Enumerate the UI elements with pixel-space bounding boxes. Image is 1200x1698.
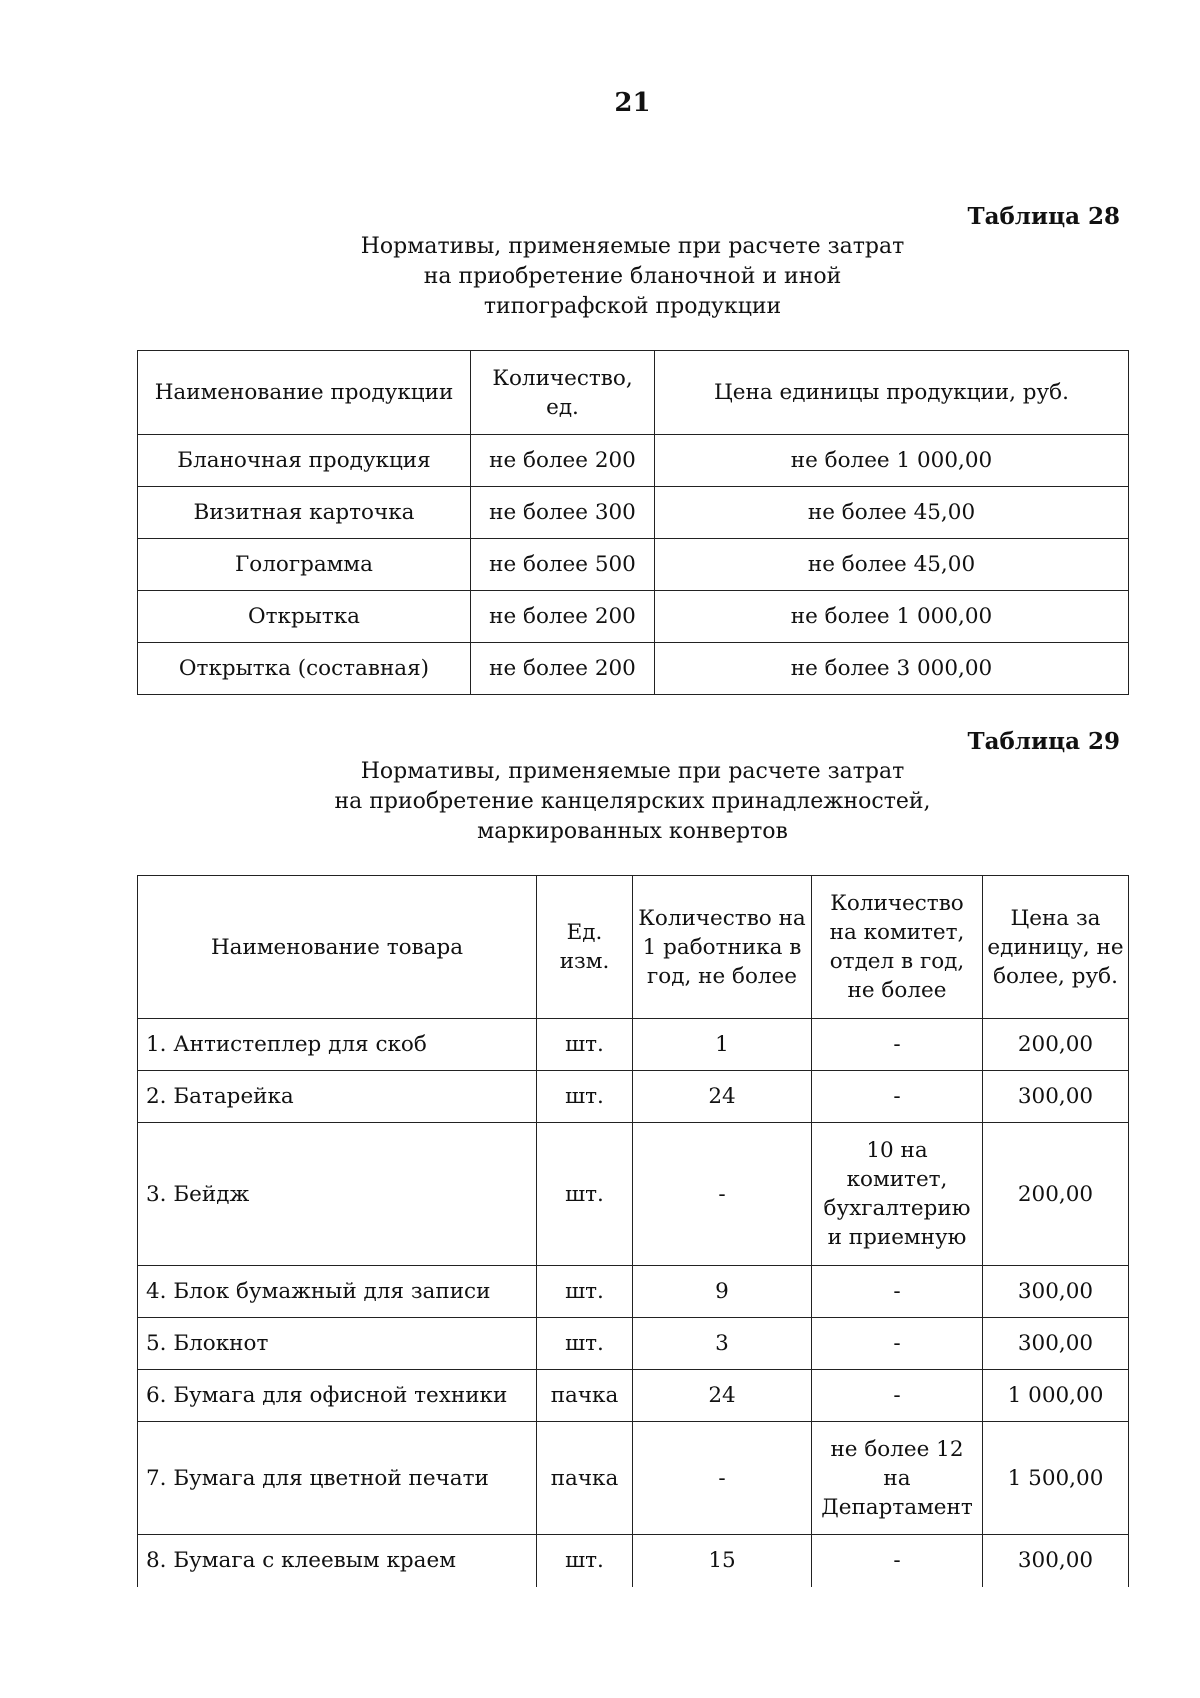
table-row [138, 591, 1129, 643]
cell-qty-per-department: - [812, 1535, 983, 1587]
cell-price: не более 45,00 [655, 487, 1129, 539]
table-row [138, 539, 1129, 591]
table-row [138, 1266, 1129, 1318]
cell-price: 200,00 [983, 1123, 1129, 1266]
table-28 [137, 350, 1129, 695]
cell-name: Голограмма [138, 539, 471, 591]
table-29-caption-line: Нормативы, применяемые при расчете затрат [360, 759, 905, 784]
table-row [138, 487, 1129, 539]
table-row [138, 1370, 1129, 1422]
cell-price: 300,00 [983, 1318, 1129, 1370]
header-item-name: Наименование товара [138, 876, 537, 1019]
cell-quantity: не более 200 [471, 435, 655, 487]
page-number: 21 [614, 88, 651, 118]
cell-qty-per-worker: 1 [633, 1019, 812, 1071]
cell-quantity: не более 200 [471, 591, 655, 643]
cell-quantity: не более 500 [471, 539, 655, 591]
table-row [138, 1019, 1129, 1071]
header-qty-per-worker: Количество на 1 работника в год, не более [633, 876, 812, 1019]
cell-qty-per-department: 10 на комитет, бухгалтерию и приемную [812, 1123, 983, 1266]
cell-price: 200,00 [983, 1019, 1129, 1071]
cell-price: 300,00 [983, 1266, 1129, 1318]
cell-name: Визитная карточка [138, 487, 471, 539]
cell-quantity: не более 200 [471, 643, 655, 695]
cell-price: 1 500,00 [983, 1422, 1129, 1535]
table-row [138, 1318, 1129, 1370]
header-unit-price: Цена единицы продукции, руб. [655, 351, 1129, 435]
header-unit: Ед. изм. [537, 876, 633, 1019]
cell-unit: шт. [537, 1535, 633, 1587]
cell-name: Открытка (составная) [138, 643, 471, 695]
cell-qty-per-department: - [812, 1266, 983, 1318]
cell-name: 2. Батарейка [138, 1071, 537, 1123]
cell-qty-per-department: - [812, 1019, 983, 1071]
cell-qty-per-department: не более 12 на Департамент [812, 1422, 983, 1535]
cell-unit: шт. [537, 1266, 633, 1318]
cell-unit: пачка [537, 1422, 633, 1535]
cell-qty-per-worker: 9 [633, 1266, 812, 1318]
cell-quantity: не более 300 [471, 487, 655, 539]
cell-price: 1 000,00 [983, 1370, 1129, 1422]
cell-qty-per-worker: 15 [633, 1535, 812, 1587]
cell-name: 3. Бейдж [138, 1123, 537, 1266]
cell-name: 1. Антистеплер для скоб [138, 1019, 537, 1071]
table-row [138, 1422, 1129, 1535]
table-header-row [138, 876, 1129, 1019]
cell-unit: пачка [537, 1370, 633, 1422]
table-row [138, 1071, 1129, 1123]
table-28-caption-line: типографской продукции [483, 294, 782, 319]
table-29-caption-line: на приобретение канцелярских принадлежностей, [334, 789, 931, 814]
cell-qty-per-department: - [812, 1318, 983, 1370]
table-row [138, 1123, 1129, 1266]
table-28-label: Таблица 28 [967, 203, 1120, 230]
cell-unit: шт. [537, 1123, 633, 1266]
table-29-caption-line: маркированных конвертов [477, 819, 788, 844]
cell-unit: шт. [537, 1318, 633, 1370]
table-header-row [138, 351, 1129, 435]
cell-name: 7. Бумага для цветной печати [138, 1422, 537, 1535]
cell-unit: шт. [537, 1019, 633, 1071]
cell-name: Открытка [138, 591, 471, 643]
table-row [138, 643, 1129, 695]
table-28-caption-line: на приобретение бланочной и иной [423, 264, 842, 289]
header-unit-price: Цена за единицу, не более, руб. [983, 876, 1129, 1019]
cell-unit: шт. [537, 1071, 633, 1123]
cell-name: 5. Блокнот [138, 1318, 537, 1370]
cell-qty-per-worker: 24 [633, 1370, 812, 1422]
cell-price: не более 1 000,00 [655, 435, 1129, 487]
cell-name: Бланочная продукция [138, 435, 471, 487]
cell-price: не более 1 000,00 [655, 591, 1129, 643]
cell-name: 8. Бумага с клеевым краем [138, 1535, 537, 1587]
cell-name: 4. Блок бумажный для записи [138, 1266, 537, 1318]
cell-name: 6. Бумага для офисной техники [138, 1370, 537, 1422]
cell-qty-per-worker: - [633, 1123, 812, 1266]
table-row [138, 1535, 1129, 1587]
table-row [138, 435, 1129, 487]
table-29-label: Таблица 29 [967, 728, 1120, 755]
cell-qty-per-worker: 24 [633, 1071, 812, 1123]
cell-qty-per-department: - [812, 1071, 983, 1123]
cell-qty-per-department: - [812, 1370, 983, 1422]
cell-price: 300,00 [983, 1535, 1129, 1587]
header-quantity: Количество, ед. [471, 351, 655, 435]
cell-price: не более 45,00 [655, 539, 1129, 591]
header-product-name: Наименование продукции [138, 351, 471, 435]
table-29-caption [137, 757, 1128, 847]
table-28-caption [137, 232, 1128, 322]
table-28-caption-line: Нормативы, применяемые при расчете затрат [360, 234, 905, 259]
cell-qty-per-worker: 3 [633, 1318, 812, 1370]
cell-price: 300,00 [983, 1071, 1129, 1123]
header-qty-per-department: Количество на комитет, отдел в год, не более [812, 876, 983, 1019]
cell-qty-per-worker: - [633, 1422, 812, 1535]
cell-price: не более 3 000,00 [655, 643, 1129, 695]
table-29 [137, 875, 1129, 1587]
